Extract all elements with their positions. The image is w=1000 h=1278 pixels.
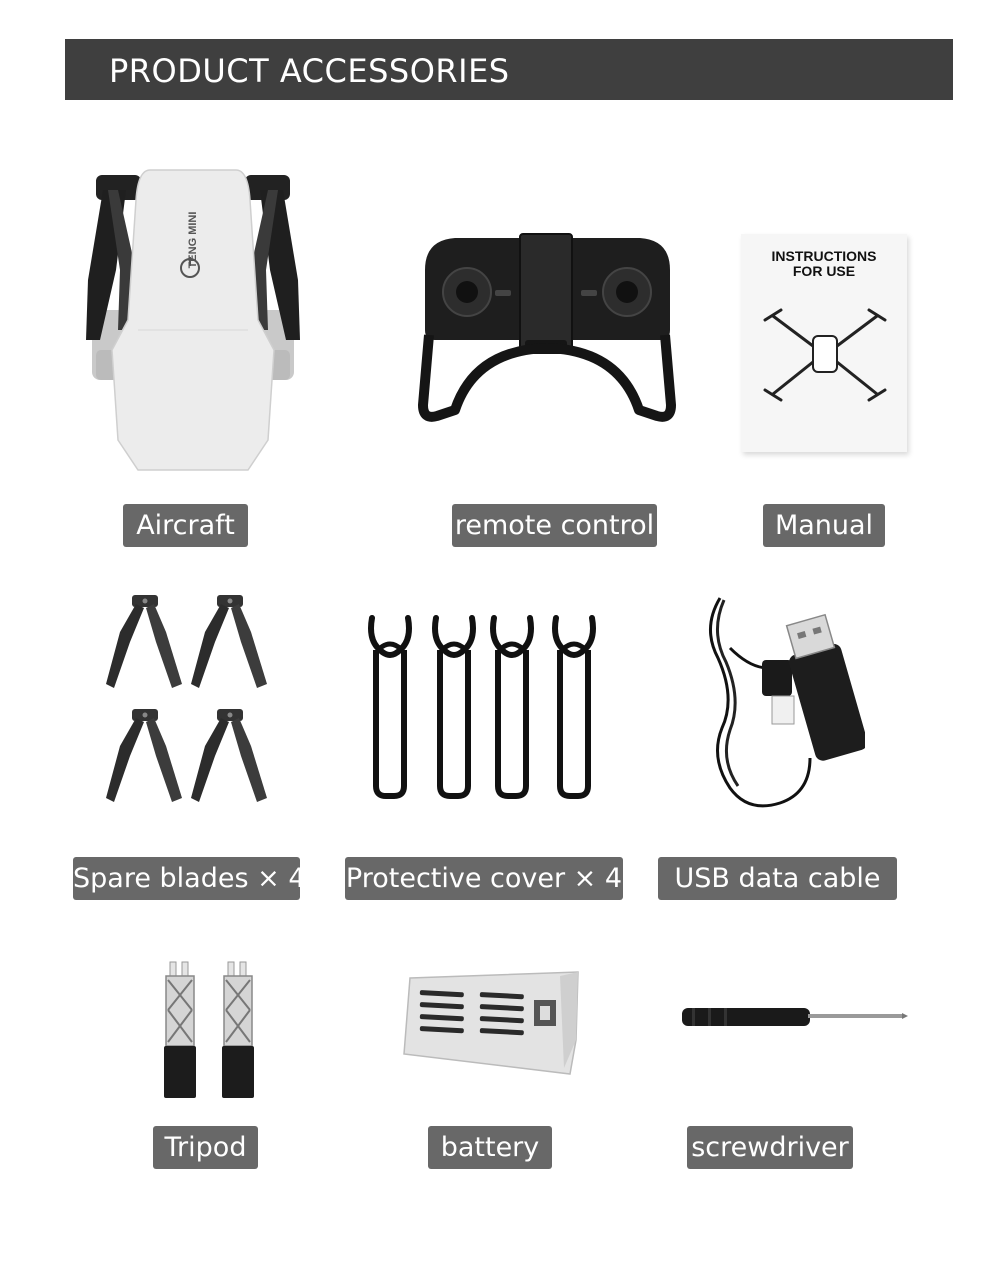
label-protective-cover: Protective cover × 4 xyxy=(345,857,623,900)
label-remote-control: remote control xyxy=(452,504,657,547)
label-aircraft: Aircraft xyxy=(123,504,248,547)
battery-icon xyxy=(400,970,582,1080)
drone-diagram-icon xyxy=(763,304,887,404)
propeller-guard-icon xyxy=(362,610,612,805)
drone-body-text: TENG MINI xyxy=(187,211,199,269)
drone-icon xyxy=(78,160,308,475)
screwdriver-icon xyxy=(682,1004,908,1030)
manual-cover-text: INSTRUCTIONS FOR USE xyxy=(771,248,877,279)
label-screwdriver: screwdriver xyxy=(687,1126,853,1169)
remote-control-icon xyxy=(415,230,680,430)
label-usb-cable: USB data cable xyxy=(658,857,897,900)
label-battery: battery xyxy=(428,1126,552,1169)
manual-icon xyxy=(741,234,907,452)
label-manual: Manual xyxy=(763,504,885,547)
header-banner xyxy=(65,39,953,100)
propeller-blades-icon xyxy=(100,592,275,812)
page-title: PRODUCT ACCESSORIES xyxy=(109,52,510,90)
tripod-legs-icon xyxy=(160,960,265,1100)
label-spare-blades: Spare blades × 4 xyxy=(73,857,300,900)
usb-cable-icon xyxy=(700,588,865,818)
label-tripod: Tripod xyxy=(153,1126,258,1169)
